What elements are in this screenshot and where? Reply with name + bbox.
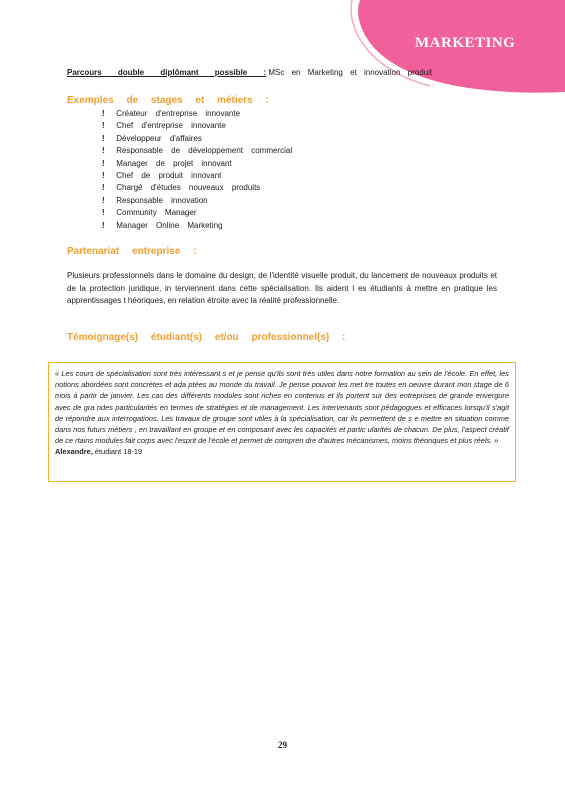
section-tag: MARKETING	[415, 35, 516, 51]
list-item: ! Créateur d'entreprise innovante	[102, 108, 292, 120]
track-line	[67, 68, 432, 77]
list-item: ! Chef d'entreprise innovante	[102, 120, 292, 132]
bullet-icon: !	[102, 195, 105, 205]
list-item: ! Responsable innovation	[102, 195, 292, 207]
track-value: MSc en Marketing et innovation produit	[268, 68, 433, 77]
testimony-author-info: étudiant 18-19	[94, 447, 143, 457]
bullet-icon: !	[102, 133, 105, 143]
testimony-quote: « Les cours de spécialisation sont très intéressant s et je pense qu'ils sont très utiles dans notre formation au sein de l'école. En effet, les notions abordées sont concrètes et ada ptées au monde du travail. Je pense pouvoir les met tre toutes en oeuvre durant mon stage de 6 mois à partir de janvier. Les cas des différents modules sont riches en contenus et ils portent sur des entreprises de grande envergure avec de gra ndes particularités en termes de stratégies et de management. Les intervenants sont pédagogues et efficaces lorsqu'il s'agit de répondre aux interrogations. Les travaux de groupe sont utiles à la spécialisation, car ils permettent de s e mettre en situation comme dans nos futurs métiers , en travaillant en groupe et en composant avec les capacités et partic ularités de chacun. De plus, l'aspect créatif de ce rtains modules fait corps avec l'esprit de l'école et permet de compren dre d'autres mécanismes, moins théoriques et plus réels. »	[55, 369, 509, 446]
bullet-icon: !	[102, 183, 105, 193]
bullet-icon: !	[102, 208, 105, 218]
bullet-icon: !	[102, 220, 105, 230]
testimony-author: Alexandre,	[55, 447, 93, 457]
corner-decoration	[0, 0, 565, 110]
bullet-icon: !	[102, 109, 105, 118]
list-item: ! Manager de projet innovant	[102, 158, 292, 170]
bullet-icon: !	[102, 171, 105, 181]
partnership-text: Plusieurs professionnels dans le domaine du design, de l'identité visuelle produit, du lancement de nouveaux produits et de la protection juridique, in terviennent dans cette spécialisation. Ils aident l es étudiants à mettre en pratique les apprentissages t héoriques, en relation étroite avec la réalité professionnelle.	[67, 271, 497, 305]
list-item: ! Chargé d'études nouveaux produits	[102, 182, 292, 194]
page-number: 29	[278, 740, 287, 750]
testimony-box	[48, 362, 516, 482]
bullet-icon: !	[102, 146, 105, 156]
testimony-signature	[55, 446, 509, 457]
stages-heading: Exemples de stages et métiers :	[67, 95, 269, 106]
track-label: Parcours double diplômant possible :	[67, 68, 267, 77]
list-item: ! Manager Online Marketing	[102, 220, 292, 232]
testimony-heading: Témoignage(s) étudiant(s) et/ou professionnel(s) :	[67, 332, 346, 343]
partnership-heading: Partenariat entreprise :	[67, 246, 197, 257]
stages-list	[102, 108, 292, 232]
list-item: ! Responsable de développement commercial	[102, 145, 292, 157]
list-item: ! Développeur d'affaires	[102, 133, 292, 145]
list-item: ! Chef de produit innovant	[102, 170, 292, 182]
bullet-icon: !	[102, 121, 105, 131]
bullet-icon: !	[102, 158, 105, 168]
list-item: ! Community Manager	[102, 207, 292, 219]
